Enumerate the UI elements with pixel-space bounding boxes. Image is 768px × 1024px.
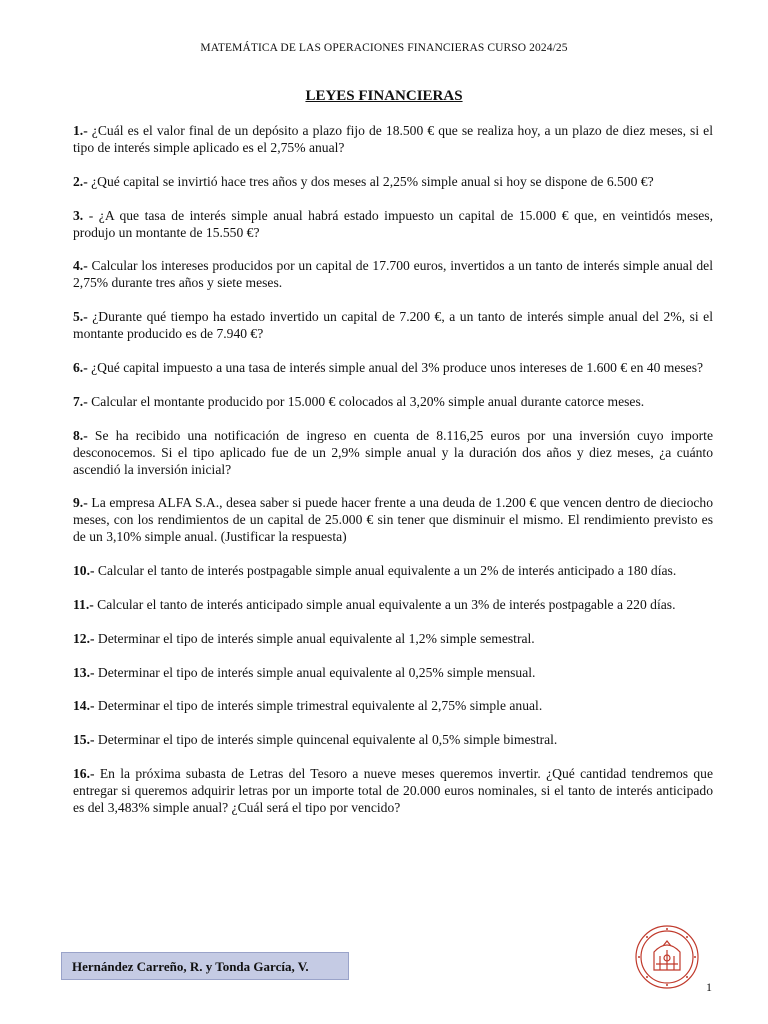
exercise-text: Se ha recibido una notificación de ingreso en cuenta de 8.116,25 euros por una inversión cuyo importe desconocemos. Si el tipo aplicado fue de un 2,9% simple anual y la duración dos años y diez meses, ¿a cuánto ascendió la inversión inicial?: [73, 427, 713, 477]
exercise-item: [73, 427, 713, 478]
exercise-item: [73, 359, 713, 376]
document-header: MATEMÁTICA DE LAS OPERACIONES FINANCIERAS CURSO 2024/25: [200, 42, 568, 54]
exercise-text: Calcular el tanto de interés anticipado simple anual equivalente a un 3% de interés postpagable a 220 días.: [93, 596, 676, 612]
exercise-item: [73, 596, 713, 613]
exercise-text: En la próxima subasta de Letras del Tesoro a nueve meses queremos invertir. ¿Qué cantidad tendremos que entregar si queremos adquirir letras por un importe total de 20.000 euros nominales, si el tanto de interés anticipado es del 3,483% simple anual? ¿Cuál será el tipo por vencido?: [73, 765, 713, 815]
exercise-item: [73, 308, 713, 342]
exercise-item: [73, 697, 713, 714]
exercise-number: 8.-: [73, 427, 88, 443]
exercise-item: [73, 494, 713, 545]
exercise-text: Calcular el tanto de interés postpagable simple anual equivalente a un 2% de interés anticipado a 180 días.: [94, 563, 677, 579]
exercise-number: 2.-: [73, 173, 88, 189]
exercise-item: [73, 664, 713, 681]
exercise-text: ¿Durante qué tiempo ha estado invertido un capital de 7.200 €, a un tanto de interés simple anual del 2%, si el montante producido es de 7.940 €?: [73, 309, 713, 342]
exercise-item: [73, 207, 713, 241]
exercise-item: [73, 173, 713, 190]
exercise-number: 4.-: [73, 258, 88, 274]
footer-authors-box: [61, 952, 349, 980]
exercise-number: 12.-: [73, 630, 95, 646]
exercise-number: 16.-: [73, 765, 95, 781]
exercise-text: Determinar el tipo de interés simple anual equivalente al 0,25% simple mensual.: [94, 664, 536, 680]
exercise-number: 5.-: [73, 309, 88, 325]
exercise-number: 14.-: [73, 698, 95, 714]
exercise-text: Determinar el tipo de interés simple anual equivalente al 1,2% simple semestral.: [94, 630, 535, 646]
footer-authors: Hernández Carreño, R. y Tonda García, V.: [72, 959, 309, 974]
exercise-number: 9.-: [73, 495, 88, 511]
exercise-text: La empresa ALFA S.A., desea saber si puede hacer frente a una deuda de 1.200 € que vencen dentro de dieciocho meses, con los rendimientos de un capital de 25.000 € sin tener que disminuir el mismo. El rendimiento previsto es de un 3,10% simple anual. (Justificar la respuesta): [73, 495, 713, 545]
exercise-item: [73, 731, 713, 748]
exercise-number: 13.-: [73, 664, 95, 680]
exercise-item: [73, 393, 713, 410]
exercise-text: ¿Qué capital se invirtió hace tres años y dos meses al 2,25% simple anual si hoy se dispone de 6.500 €?: [87, 173, 654, 189]
exercise-item: [73, 630, 713, 647]
exercise-text: Calcular el montante producido por 15.000 € colocados al 3,20% simple anual durante catorce meses.: [87, 393, 645, 409]
exercise-text: ¿Cuál es el valor final de un depósito a plazo fijo de 18.500 € que se realiza hoy, a un plazo de diez meses, si el tipo de interés simple aplicado es el 2,75% anual?: [73, 123, 713, 155]
exercise-number: 6.-: [73, 359, 88, 375]
exercise-number: 15.-: [73, 732, 95, 748]
exercise-number: 7.-: [73, 393, 88, 409]
exercise-item: [73, 562, 713, 579]
exercise-text: Calcular los intereses producidos por un capital de 17.700 euros, invertidos a un tanto de interés simple anual del 2,75% durante tres años y siete meses.: [73, 258, 713, 291]
exercise-text: ¿Qué capital impuesto a una tasa de interés simple anual del 3% produce unos intereses de 1.600 € en 40 meses?: [87, 359, 704, 375]
page-title: LEYES FINANCIERAS: [305, 88, 463, 104]
page-number: 1: [706, 980, 712, 994]
exercise-number: 1.-: [73, 123, 88, 138]
exercise-number: 3.: [73, 207, 84, 223]
exercise-item: [73, 765, 713, 816]
exercise-list: [73, 122, 713, 833]
exercise-text: - ¿A que tasa de interés simple anual habrá estado impuesto un capital de 15.000 € que, en veintidós meses, produjo un montante de 15.550 €?: [73, 207, 713, 240]
university-seal-icon: [634, 924, 700, 990]
exercise-text: Determinar el tipo de interés simple quincenal equivalente al 0,5% simple bimestral.: [94, 732, 558, 748]
exercise-item: [73, 257, 713, 291]
exercise-text: Determinar el tipo de interés simple trimestral equivalente al 2,75% simple anual.: [94, 698, 543, 714]
exercise-item: [73, 122, 713, 156]
exercise-number: 10.-: [73, 563, 95, 579]
exercise-number: 11.-: [73, 596, 94, 612]
